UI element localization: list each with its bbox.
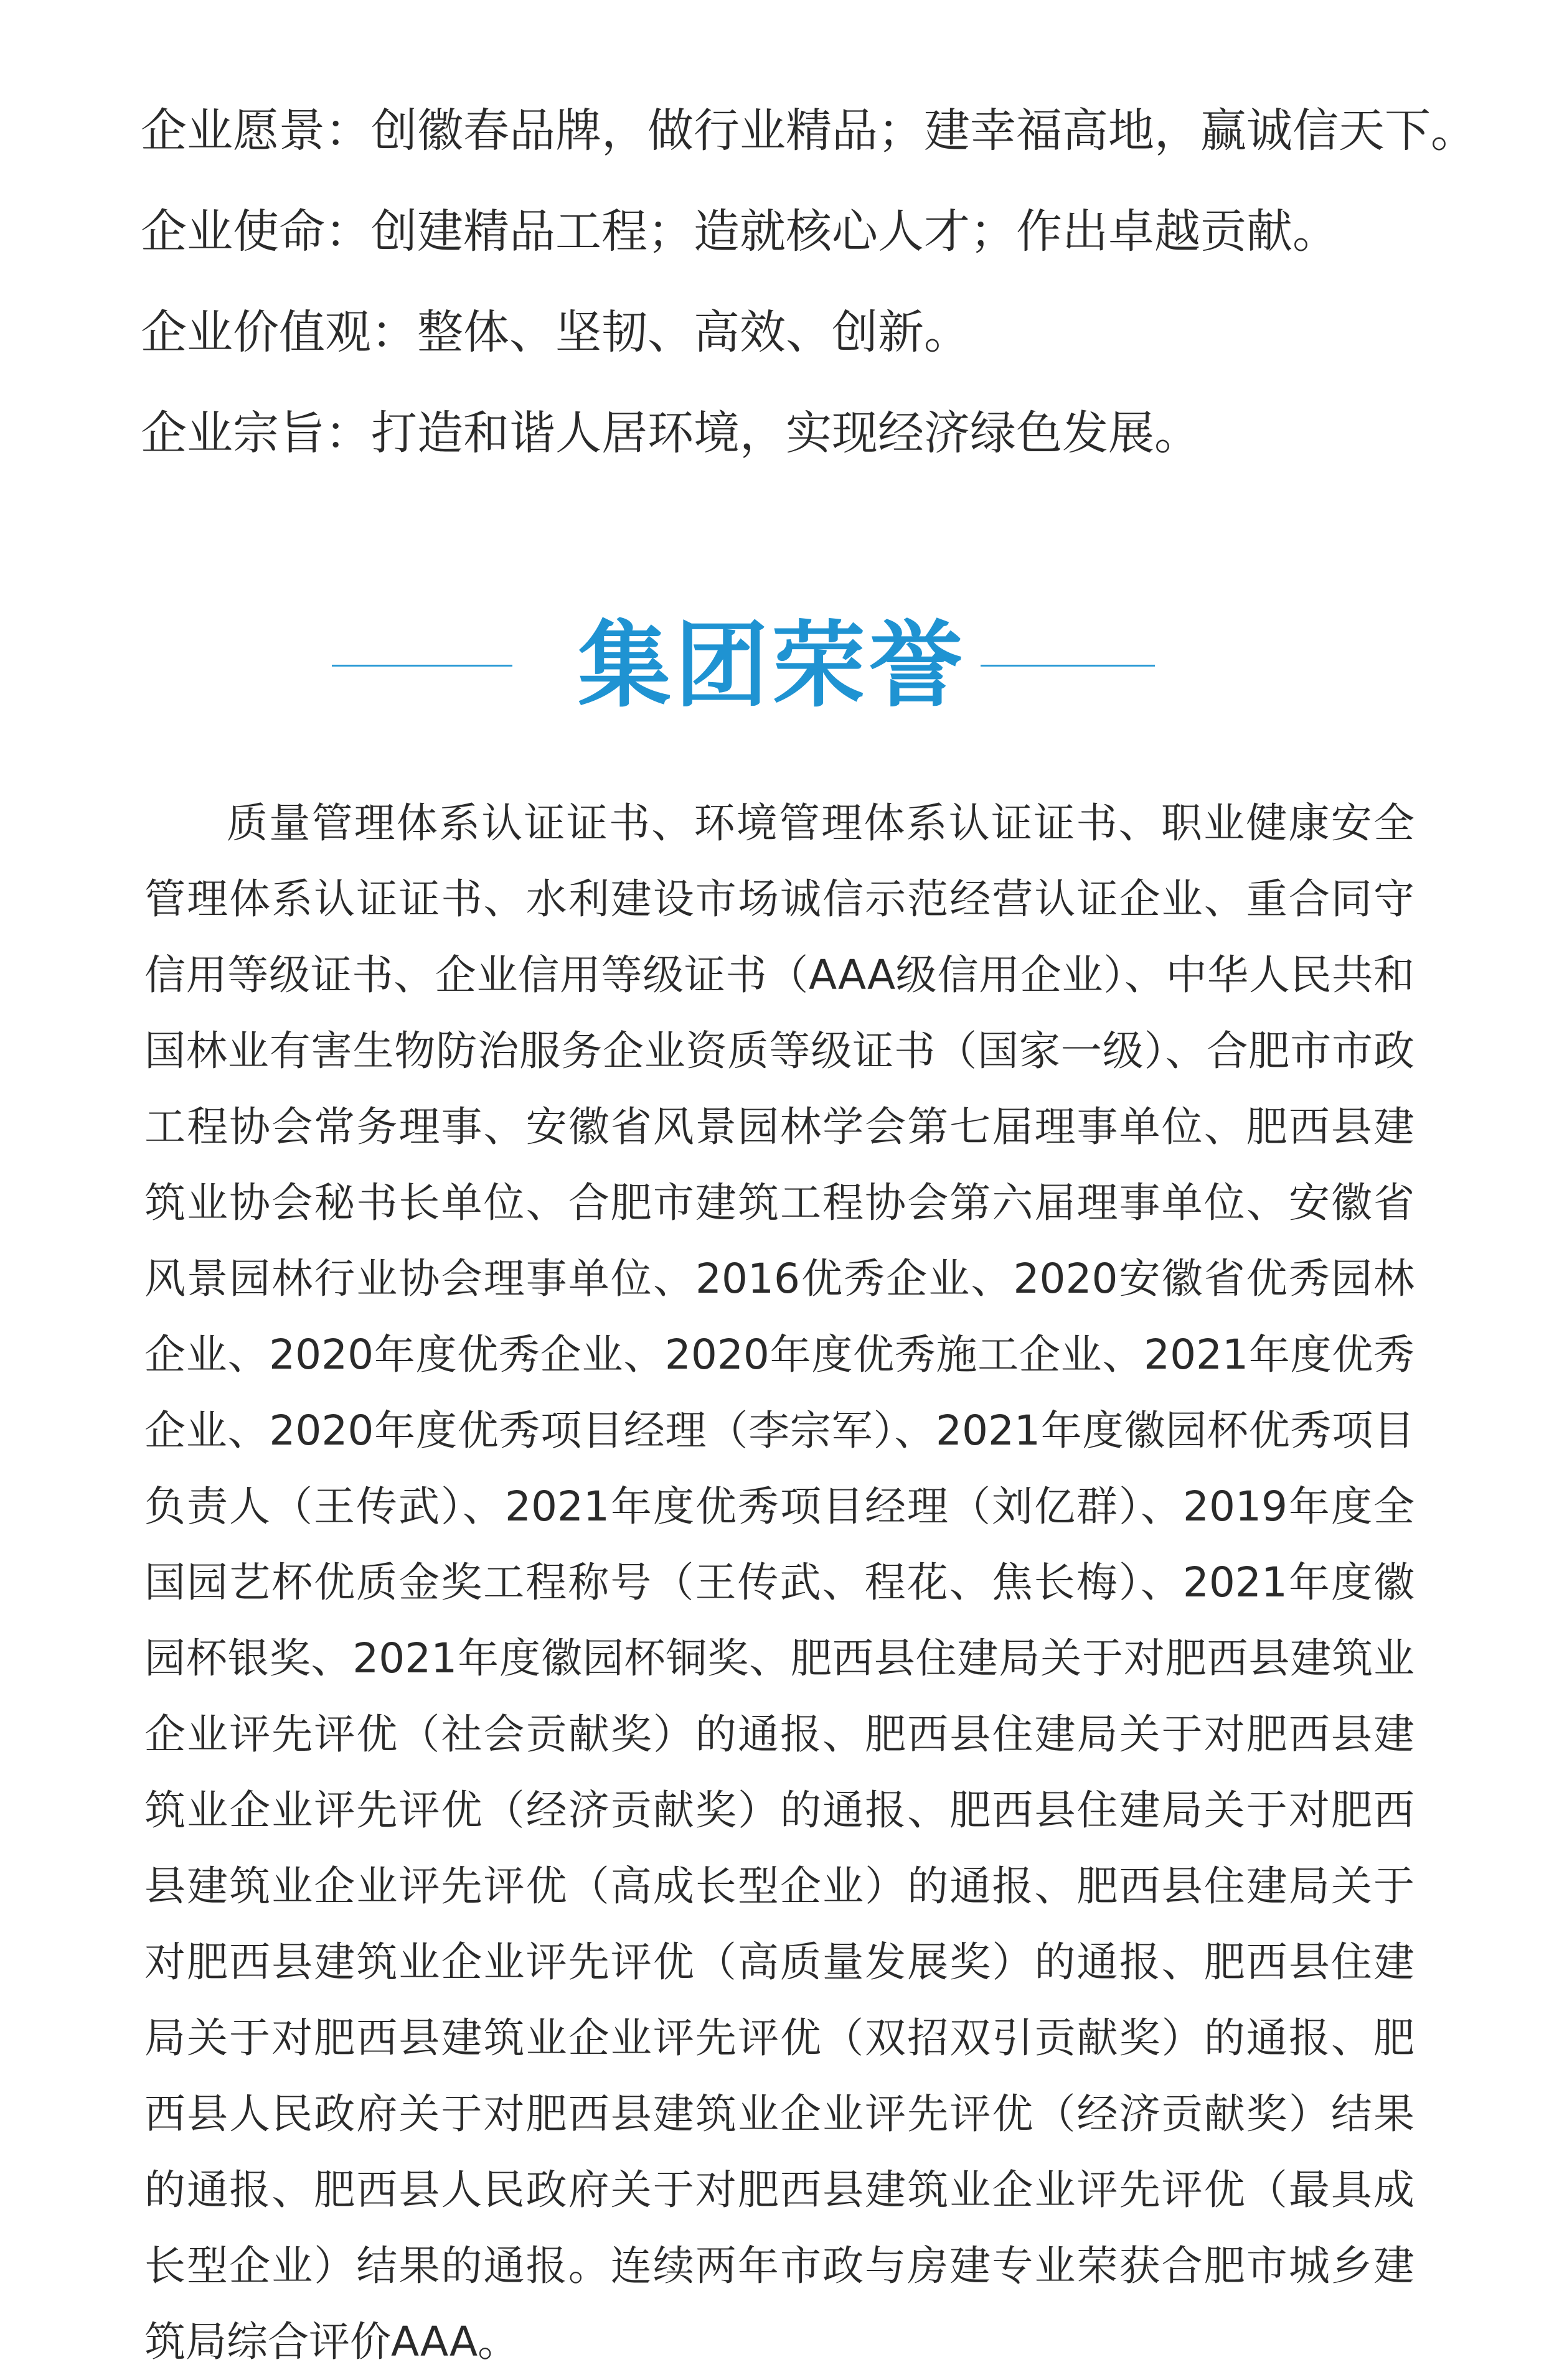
honors-paragraph: 质量管理体系认证证书、环境管理体系认证证书、职业健康安全管理体系认证证书、水利建设市场诚信示范经营认证企业、重合同守信用等级证书、企业信用等级证书（AAA级信用企业）、中华人民共和国林业有害生物防治服务企业资质等级证书（国家一级）、合肥市市政工程协会常务理事、安徽省风景园林学会第七届理事单位、肥西县建筑业协会秘书长单位、合肥市建筑工程协会第六届理事单位、安徽省风景园林行业协会理事单位、2016优秀企业、2020安徽省优秀园林企业、2020年度优秀企业、2020年度优秀施工企业、2021年度优秀企业、2020年度优秀项目经理（李宗军）、2021年度徽园杯优秀项目负责人（王传武）、2021年度优秀项目经理（刘亿群）、2019年度全国园艺杯优质金奖工程称号（王传武、程花、焦长梅）、2021年度徽园杯银奖、2021年度徽园杯铜奖、肥西县住建局关于对肥西县建筑业企业评先评优（社会贡献奖）的通报、肥西县住建局关于对肥西县建筑业企业评先评优（经济贡献奖）的通报、肥西县住建局关于对肥西县建筑业企业评先评优（高成长型企业）的通报、肥西县住建局关于对肥西县建筑业企业评先评优（高质量发展奖）的通报、肥西县住建局关于对肥西县建筑业企业评先评优（双招双引贡献奖）的通报、肥西县人民政府关于对肥西县建筑业企业评先评优（经济贡献奖）结果的通报、肥西县人民政府关于对肥西县建筑业企业评先评优（最具成长型企业）结果的通报。连续两年市政与房建专业荣获合肥市城乡建筑局综合评价AAA。: [144, 799, 1415, 2366]
section-header: [0, 607, 1544, 725]
title-divider-right: [981, 665, 1155, 667]
corporate-culture-block: [141, 100, 1477, 503]
corporate-mission: 企业使命：创建精品工程；造就核心人才；作出卓越贡献。: [141, 205, 1339, 258]
corporate-vision: 企业愿景：创徽春品牌，做行业精品；建幸福高地，赢诚信天下。: [141, 104, 1477, 157]
corporate-values: 企业价值观：整体、坚韧、高效、创新。: [141, 306, 970, 359]
corporate-purpose: 企业宗旨：打造和谐人居环境，实现经济绿色发展。: [141, 406, 1200, 460]
section-title: 集团荣誉: [577, 612, 966, 720]
